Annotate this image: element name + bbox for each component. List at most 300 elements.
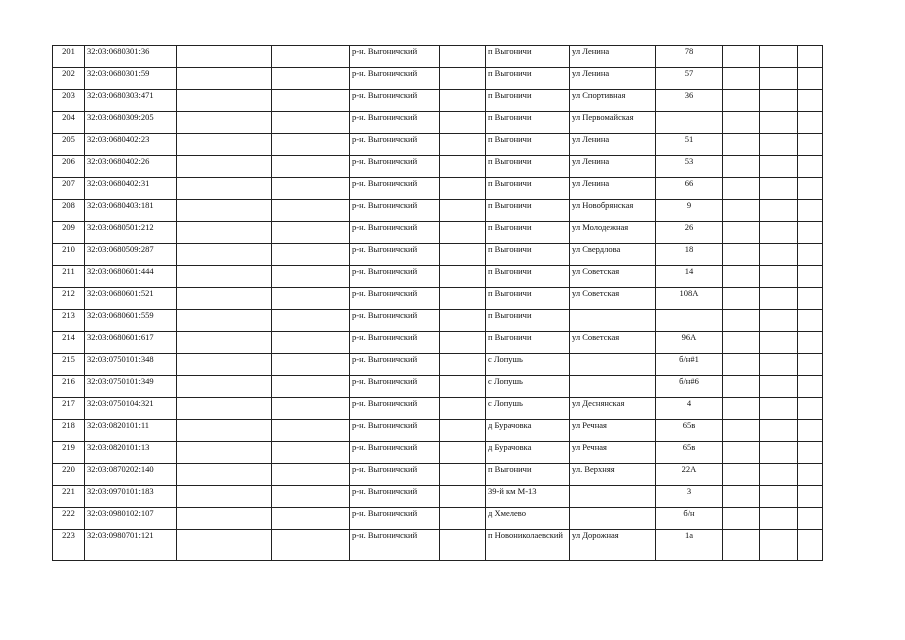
street-cell: ул Ленина: [570, 178, 656, 200]
empty-cell: [272, 398, 350, 420]
cadastral-number-cell: 32:03:0680402:23: [85, 134, 177, 156]
row-number-cell: 220: [53, 464, 85, 486]
street-cell: ул Молодежная: [570, 222, 656, 244]
row-number-cell: 211: [53, 266, 85, 288]
table-row: [53, 354, 823, 376]
house-number-cell: б/н: [656, 508, 723, 530]
empty-cell: [272, 200, 350, 222]
cadastral-number-cell: 32:03:0750101:349: [85, 376, 177, 398]
settlement-cell: 39-й км М-13: [486, 486, 570, 508]
register-table: [52, 45, 823, 561]
district-cell: р-н. Выгоничский: [350, 398, 440, 420]
empty-cell: [723, 398, 760, 420]
street-cell: ул Ленина: [570, 46, 656, 68]
empty-cell: [272, 134, 350, 156]
table-row: [53, 486, 823, 508]
row-number-cell: 208: [53, 200, 85, 222]
street-cell: ул Ленина: [570, 134, 656, 156]
row-number-cell: 218: [53, 420, 85, 442]
empty-cell: [440, 156, 486, 178]
row-number-cell: 222: [53, 508, 85, 530]
empty-cell: [440, 376, 486, 398]
empty-cell: [798, 200, 823, 222]
settlement-cell: п Выгоничи: [486, 90, 570, 112]
empty-cell: [272, 288, 350, 310]
empty-cell: [177, 156, 272, 178]
settlement-cell: п Выгоничи: [486, 310, 570, 332]
cadastral-number-cell: 32:03:0980102:107: [85, 508, 177, 530]
settlement-cell: п Выгоничи: [486, 178, 570, 200]
house-number-cell: 57: [656, 68, 723, 90]
row-number-cell: 221: [53, 486, 85, 508]
house-number-cell: 36: [656, 90, 723, 112]
settlement-cell: д Хмелево: [486, 508, 570, 530]
district-cell: р-н. Выгоничский: [350, 310, 440, 332]
house-number-cell: 51: [656, 134, 723, 156]
settlement-cell: п Выгоничи: [486, 68, 570, 90]
cadastral-number-cell: 32:03:0970101:183: [85, 486, 177, 508]
district-cell: р-н. Выгоничский: [350, 332, 440, 354]
district-cell: р-н. Выгоничский: [350, 442, 440, 464]
row-number-cell: 219: [53, 442, 85, 464]
empty-cell: [177, 442, 272, 464]
cadastral-number-cell: 32:03:0820101:13: [85, 442, 177, 464]
empty-cell: [723, 420, 760, 442]
house-number-cell: 3: [656, 486, 723, 508]
empty-cell: [177, 178, 272, 200]
cadastral-number-cell: 32:03:0680601:617: [85, 332, 177, 354]
cadastral-number-cell: 32:03:0680402:26: [85, 156, 177, 178]
district-cell: р-н. Выгоничский: [350, 178, 440, 200]
district-cell: р-н. Выгоничский: [350, 486, 440, 508]
settlement-cell: п Выгоничи: [486, 156, 570, 178]
empty-cell: [272, 46, 350, 68]
empty-cell: [272, 266, 350, 288]
empty-cell: [798, 112, 823, 134]
settlement-cell: п Выгоничи: [486, 244, 570, 266]
row-number-cell: 203: [53, 90, 85, 112]
settlement-cell: с Лопушь: [486, 398, 570, 420]
settlement-cell: с Лопушь: [486, 376, 570, 398]
district-cell: р-н. Выгоничский: [350, 420, 440, 442]
table-row: [53, 46, 823, 68]
empty-cell: [272, 112, 350, 134]
street-cell: ул Речная: [570, 442, 656, 464]
empty-cell: [440, 46, 486, 68]
table-row: [53, 464, 823, 486]
empty-cell: [723, 332, 760, 354]
house-number-cell: 78: [656, 46, 723, 68]
settlement-cell: п Выгоничи: [486, 266, 570, 288]
empty-cell: [272, 222, 350, 244]
empty-cell: [723, 530, 760, 561]
cadastral-number-cell: 32:03:0680601:521: [85, 288, 177, 310]
table-row: [53, 200, 823, 222]
empty-cell: [760, 310, 798, 332]
empty-cell: [177, 244, 272, 266]
street-cell: ул Ленина: [570, 156, 656, 178]
empty-cell: [798, 442, 823, 464]
settlement-cell: п Выгоничи: [486, 332, 570, 354]
street-cell: ул. Верхняя: [570, 464, 656, 486]
empty-cell: [723, 486, 760, 508]
empty-cell: [440, 90, 486, 112]
empty-cell: [272, 310, 350, 332]
table-row: [53, 376, 823, 398]
empty-cell: [272, 90, 350, 112]
district-cell: р-н. Выгоничский: [350, 90, 440, 112]
settlement-cell: п Выгоничи: [486, 222, 570, 244]
house-number-cell: 14: [656, 266, 723, 288]
empty-cell: [760, 112, 798, 134]
street-cell: [570, 310, 656, 332]
table-row: [53, 508, 823, 530]
cadastral-number-cell: 32:03:0680301:59: [85, 68, 177, 90]
empty-cell: [798, 486, 823, 508]
cadastral-number-cell: 32:03:0980701:121: [85, 530, 177, 561]
table-row: [53, 310, 823, 332]
row-number-cell: 201: [53, 46, 85, 68]
empty-cell: [272, 530, 350, 561]
empty-cell: [723, 464, 760, 486]
empty-cell: [723, 200, 760, 222]
empty-cell: [440, 266, 486, 288]
house-number-cell: 66: [656, 178, 723, 200]
row-number-cell: 213: [53, 310, 85, 332]
empty-cell: [272, 376, 350, 398]
empty-cell: [440, 134, 486, 156]
empty-cell: [177, 530, 272, 561]
empty-cell: [760, 332, 798, 354]
row-number-cell: 207: [53, 178, 85, 200]
empty-cell: [760, 442, 798, 464]
empty-cell: [798, 288, 823, 310]
row-number-cell: 206: [53, 156, 85, 178]
empty-cell: [723, 68, 760, 90]
empty-cell: [760, 46, 798, 68]
settlement-cell: п Выгоничи: [486, 112, 570, 134]
empty-cell: [272, 68, 350, 90]
empty-cell: [272, 508, 350, 530]
empty-cell: [440, 244, 486, 266]
cadastral-number-cell: 32:03:0680601:559: [85, 310, 177, 332]
empty-cell: [723, 288, 760, 310]
street-cell: ул Советская: [570, 288, 656, 310]
street-cell: ул Речная: [570, 420, 656, 442]
empty-cell: [798, 222, 823, 244]
district-cell: р-н. Выгоничский: [350, 134, 440, 156]
empty-cell: [272, 332, 350, 354]
empty-cell: [272, 244, 350, 266]
empty-cell: [440, 68, 486, 90]
empty-cell: [177, 266, 272, 288]
cadastral-number-cell: 32:03:0750104:321: [85, 398, 177, 420]
register-table-container: [52, 45, 823, 561]
empty-cell: [760, 222, 798, 244]
settlement-cell: п Новониколаевский: [486, 530, 570, 561]
district-cell: р-н. Выгоничский: [350, 530, 440, 561]
cadastral-number-cell: 32:03:0870202:140: [85, 464, 177, 486]
cadastral-number-cell: 32:03:0680303:471: [85, 90, 177, 112]
empty-cell: [177, 90, 272, 112]
empty-cell: [798, 376, 823, 398]
empty-cell: [798, 530, 823, 561]
empty-cell: [798, 134, 823, 156]
empty-cell: [760, 420, 798, 442]
empty-cell: [177, 420, 272, 442]
empty-cell: [177, 222, 272, 244]
empty-cell: [272, 178, 350, 200]
table-row: [53, 332, 823, 354]
cadastral-number-cell: 32:03:0680601:444: [85, 266, 177, 288]
house-number-cell: [656, 310, 723, 332]
empty-cell: [723, 442, 760, 464]
settlement-cell: с Лопушь: [486, 354, 570, 376]
settlement-cell: д Бурачовка: [486, 420, 570, 442]
empty-cell: [760, 200, 798, 222]
row-number-cell: 214: [53, 332, 85, 354]
empty-cell: [760, 288, 798, 310]
empty-cell: [177, 486, 272, 508]
cadastral-number-cell: 32:03:0680309:205: [85, 112, 177, 134]
empty-cell: [177, 310, 272, 332]
house-number-cell: 96А: [656, 332, 723, 354]
table-row: [53, 288, 823, 310]
empty-cell: [760, 530, 798, 561]
empty-cell: [760, 156, 798, 178]
table-body: [53, 46, 823, 561]
house-number-cell: 18: [656, 244, 723, 266]
table-row: [53, 156, 823, 178]
row-number-cell: 217: [53, 398, 85, 420]
table-row: [53, 398, 823, 420]
street-cell: ул Первомайская: [570, 112, 656, 134]
street-cell: [570, 508, 656, 530]
empty-cell: [440, 332, 486, 354]
house-number-cell: 53: [656, 156, 723, 178]
street-cell: [570, 354, 656, 376]
cadastral-number-cell: 32:03:0680403:181: [85, 200, 177, 222]
empty-cell: [440, 354, 486, 376]
street-cell: ул Ленина: [570, 68, 656, 90]
row-number-cell: 215: [53, 354, 85, 376]
house-number-cell: 1а: [656, 530, 723, 561]
empty-cell: [760, 376, 798, 398]
empty-cell: [760, 178, 798, 200]
row-number-cell: 209: [53, 222, 85, 244]
row-number-cell: 210: [53, 244, 85, 266]
street-cell: ул Дорожная: [570, 530, 656, 561]
empty-cell: [440, 288, 486, 310]
cadastral-number-cell: 32:03:0750101:348: [85, 354, 177, 376]
empty-cell: [723, 90, 760, 112]
empty-cell: [760, 464, 798, 486]
empty-cell: [440, 442, 486, 464]
empty-cell: [760, 90, 798, 112]
empty-cell: [798, 420, 823, 442]
house-number-cell: [656, 112, 723, 134]
table-row: [53, 178, 823, 200]
row-number-cell: 212: [53, 288, 85, 310]
settlement-cell: д Бурачовка: [486, 442, 570, 464]
row-number-cell: 216: [53, 376, 85, 398]
district-cell: р-н. Выгоничский: [350, 508, 440, 530]
table-row: [53, 266, 823, 288]
house-number-cell: 65в: [656, 420, 723, 442]
empty-cell: [760, 244, 798, 266]
empty-cell: [272, 156, 350, 178]
empty-cell: [272, 442, 350, 464]
district-cell: р-н. Выгоничский: [350, 68, 440, 90]
empty-cell: [798, 68, 823, 90]
cadastral-number-cell: 32:03:0820101:11: [85, 420, 177, 442]
empty-cell: [440, 464, 486, 486]
empty-cell: [177, 464, 272, 486]
house-number-cell: б/н#6: [656, 376, 723, 398]
empty-cell: [440, 222, 486, 244]
street-cell: ул Новобрянская: [570, 200, 656, 222]
district-cell: р-н. Выгоничский: [350, 376, 440, 398]
empty-cell: [440, 310, 486, 332]
empty-cell: [723, 156, 760, 178]
table-row: [53, 530, 823, 561]
row-number-cell: 204: [53, 112, 85, 134]
table-row: [53, 134, 823, 156]
empty-cell: [723, 134, 760, 156]
street-cell: ул Спортивная: [570, 90, 656, 112]
district-cell: р-н. Выгоничский: [350, 156, 440, 178]
row-number-cell: 223: [53, 530, 85, 561]
street-cell: ул Советская: [570, 266, 656, 288]
house-number-cell: 26: [656, 222, 723, 244]
empty-cell: [177, 376, 272, 398]
table-row: [53, 222, 823, 244]
cadastral-number-cell: 32:03:0680402:31: [85, 178, 177, 200]
empty-cell: [177, 332, 272, 354]
settlement-cell: п Выгоничи: [486, 200, 570, 222]
row-number-cell: 205: [53, 134, 85, 156]
empty-cell: [798, 354, 823, 376]
empty-cell: [272, 420, 350, 442]
cadastral-number-cell: 32:03:0680501:212: [85, 222, 177, 244]
empty-cell: [760, 134, 798, 156]
empty-cell: [723, 244, 760, 266]
house-number-cell: 22А: [656, 464, 723, 486]
street-cell: [570, 486, 656, 508]
street-cell: [570, 376, 656, 398]
empty-cell: [440, 508, 486, 530]
empty-cell: [760, 266, 798, 288]
empty-cell: [177, 288, 272, 310]
empty-cell: [723, 354, 760, 376]
house-number-cell: 4: [656, 398, 723, 420]
street-cell: ул Деснянская: [570, 398, 656, 420]
empty-cell: [177, 112, 272, 134]
cadastral-number-cell: 32:03:0680301:36: [85, 46, 177, 68]
empty-cell: [440, 200, 486, 222]
empty-cell: [760, 398, 798, 420]
house-number-cell: 9: [656, 200, 723, 222]
house-number-cell: 108А: [656, 288, 723, 310]
empty-cell: [723, 178, 760, 200]
district-cell: р-н. Выгоничский: [350, 464, 440, 486]
street-cell: ул Свердлова: [570, 244, 656, 266]
settlement-cell: п Выгоничи: [486, 288, 570, 310]
empty-cell: [440, 178, 486, 200]
empty-cell: [798, 464, 823, 486]
empty-cell: [440, 486, 486, 508]
district-cell: р-н. Выгоничский: [350, 200, 440, 222]
table-row: [53, 420, 823, 442]
empty-cell: [798, 310, 823, 332]
settlement-cell: п Выгоничи: [486, 46, 570, 68]
district-cell: р-н. Выгоничский: [350, 266, 440, 288]
district-cell: р-н. Выгоничский: [350, 288, 440, 310]
empty-cell: [723, 266, 760, 288]
house-number-cell: 65в: [656, 442, 723, 464]
empty-cell: [798, 398, 823, 420]
empty-cell: [723, 222, 760, 244]
district-cell: р-н. Выгоничский: [350, 354, 440, 376]
district-cell: р-н. Выгоничский: [350, 244, 440, 266]
empty-cell: [440, 398, 486, 420]
empty-cell: [760, 486, 798, 508]
empty-cell: [440, 420, 486, 442]
table-row: [53, 244, 823, 266]
empty-cell: [272, 486, 350, 508]
empty-cell: [723, 310, 760, 332]
empty-cell: [177, 354, 272, 376]
district-cell: р-н. Выгоничский: [350, 46, 440, 68]
empty-cell: [177, 398, 272, 420]
empty-cell: [723, 376, 760, 398]
empty-cell: [798, 508, 823, 530]
empty-cell: [798, 90, 823, 112]
empty-cell: [177, 46, 272, 68]
settlement-cell: п Выгоничи: [486, 134, 570, 156]
empty-cell: [798, 178, 823, 200]
empty-cell: [798, 266, 823, 288]
empty-cell: [177, 508, 272, 530]
empty-cell: [798, 244, 823, 266]
empty-cell: [440, 112, 486, 134]
empty-cell: [760, 508, 798, 530]
empty-cell: [723, 112, 760, 134]
empty-cell: [798, 156, 823, 178]
empty-cell: [177, 134, 272, 156]
house-number-cell: б/н#1: [656, 354, 723, 376]
empty-cell: [723, 508, 760, 530]
empty-cell: [798, 332, 823, 354]
empty-cell: [272, 464, 350, 486]
empty-cell: [440, 530, 486, 561]
settlement-cell: п Выгоничи: [486, 464, 570, 486]
table-row: [53, 112, 823, 134]
table-row: [53, 90, 823, 112]
empty-cell: [272, 354, 350, 376]
row-number-cell: 202: [53, 68, 85, 90]
empty-cell: [760, 354, 798, 376]
table-row: [53, 68, 823, 90]
district-cell: р-н. Выгоничский: [350, 222, 440, 244]
empty-cell: [177, 68, 272, 90]
empty-cell: [723, 46, 760, 68]
street-cell: ул Советская: [570, 332, 656, 354]
empty-cell: [760, 68, 798, 90]
empty-cell: [798, 46, 823, 68]
district-cell: р-н. Выгоничский: [350, 112, 440, 134]
empty-cell: [177, 200, 272, 222]
